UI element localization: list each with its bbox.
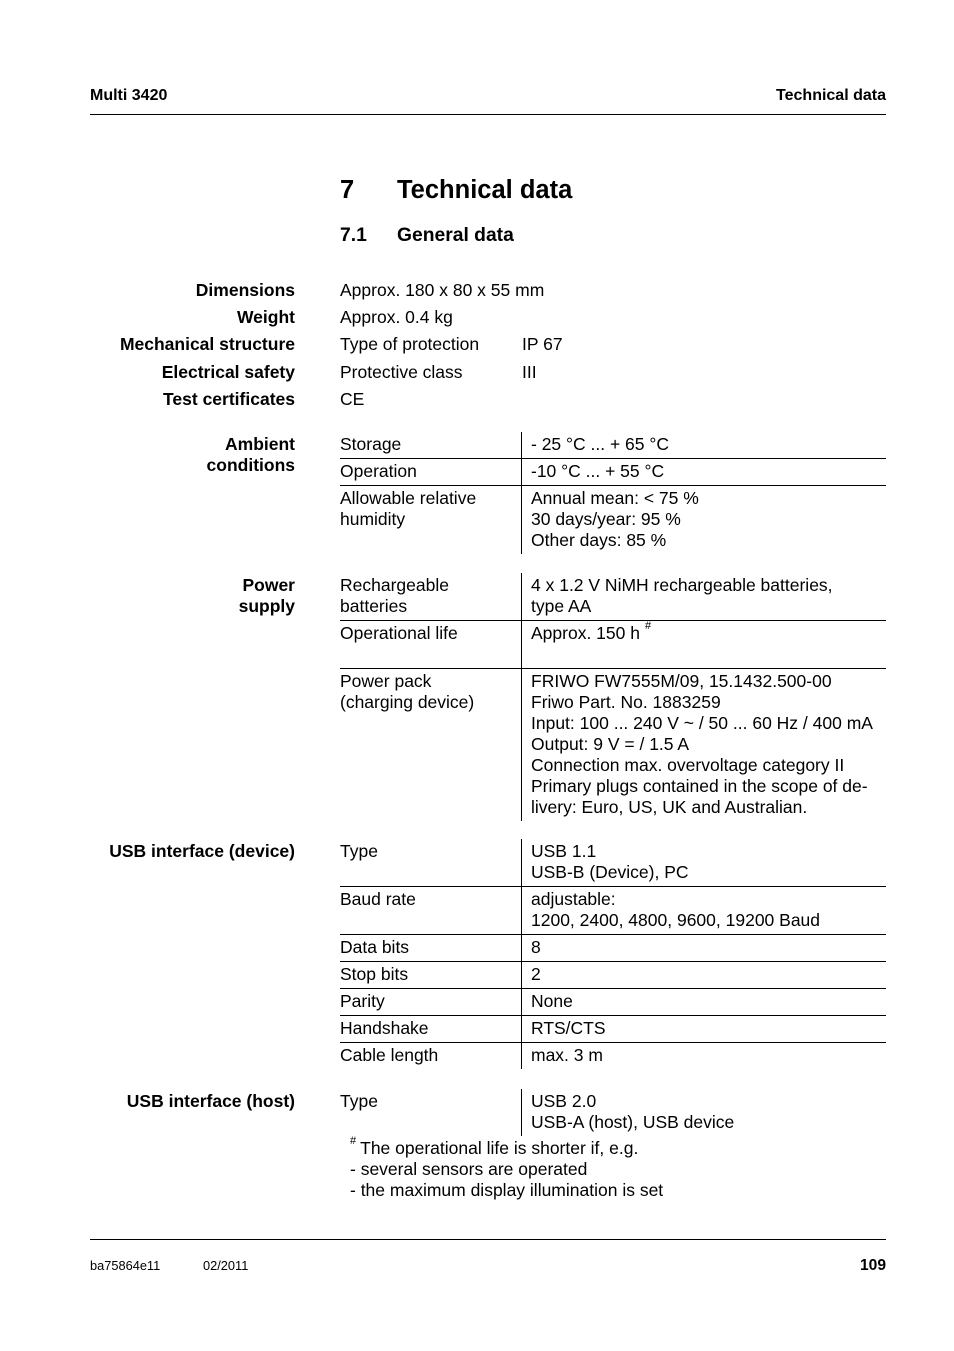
section-number: 7.1 [340,225,367,246]
footnote-text: The operational life is shorter if, e.g. [360,1138,639,1158]
spec-row-test-certificates [0,389,954,410]
footer-rule [90,1239,886,1240]
spec-row-electrical-safety [0,362,954,383]
table-row [340,962,886,989]
running-header-chapter: Technical data [776,87,886,104]
spec-value: IP 67 [522,334,563,354]
spec-row-dimensions [0,280,954,301]
footnote-mark: # [350,1135,357,1147]
table-row [340,573,886,621]
spec-key: Allowable relative humidity [340,486,522,554]
header-rule [90,114,886,115]
table-row [340,432,886,459]
spec-value: USB 1.1 USB-B (Device), PC [531,841,689,882]
table-row [340,989,886,1016]
spec-key: Operational life [340,621,522,668]
ambient-conditions-table [340,432,886,554]
footnote-line: - several sensors are operated [350,1159,588,1179]
spec-value-cell [522,621,886,668]
spec-value: 2 [531,964,541,984]
footnote [350,1135,886,1201]
footnote-reference-mark: # [644,620,652,632]
spec-label: Ambient conditions [206,434,295,475]
footnote-line [350,1135,886,1159]
spec-key: Power pack (charging device) [340,669,522,821]
spec-value: USB 2.0 USB-A (host), USB device [531,1091,735,1132]
spec-row-weight [0,307,954,328]
spec-label: Dimensions [195,280,295,300]
spec-value: III [522,362,537,382]
footnote-line: - the maximum display illumination is set [350,1180,664,1200]
spec-value: Approx. 180 x 80 x 55 mm [340,280,545,300]
footer-doc-id: ba75864e11 [90,1258,161,1273]
table-row [340,1089,886,1136]
table-row [340,887,886,935]
spec-value: 8 [531,937,541,957]
power-supply-table [340,573,886,821]
spec-value: Approx. 0.4 kg [340,307,453,327]
spec-key: Stop bits [340,962,522,988]
spec-key: Cable length [340,1043,522,1069]
spec-label: Test certificates [163,389,295,409]
spec-key: Rechargeable batteries [340,573,522,620]
table-row [340,669,886,821]
spec-key: Type [340,839,522,886]
chapter-title: Technical data [397,176,573,204]
spec-value: adjustable: 1200, 2400, 4800, 9600, 19200 Baud [531,889,821,930]
table-row [340,621,886,669]
table-row [340,839,886,887]
spec-key: Parity [340,989,522,1015]
spec-value: None [531,991,573,1011]
page-number: 109 [859,1257,886,1274]
section-title: General data [397,225,514,246]
spec-key: Operation [340,459,522,485]
running-header-product: Multi 3420 [90,87,168,104]
table-row [340,486,886,554]
spec-value: max. 3 m [531,1045,603,1065]
spec-label: Mechanical structure [119,334,295,354]
spec-value: - 25 °C ... + 65 °C [531,434,670,454]
spec-key: Handshake [340,1016,522,1042]
usb-host-table [340,1089,886,1136]
spec-value: Approx. 150 h [531,623,640,643]
spec-key: Type of protection [340,334,480,354]
spec-label: Power supply [238,575,295,616]
spec-value: FRIWO FW7555M/09, 15.1432.500-00 Friwo Part. No. 1883259 Input: 100 ... 240 V ~ / 50 ... 60 Hz / 400 mA Output: 9 V = / 1.5 A Connection max. overvoltage category II Primary plugs contained in the scope of de- livery: Euro, US, UK and Australian. [531,671,873,817]
spec-key: Protective class [340,362,463,382]
spec-label: Electrical safety [161,362,295,382]
spec-value: 4 x 1.2 V NiMH rechargeable batteries, type AA [531,575,833,616]
table-row [340,459,886,486]
spec-key: Type [340,1089,522,1136]
spec-label: Weight [236,307,295,327]
spec-key: Data bits [340,935,522,961]
spec-key: Storage [340,432,522,458]
spec-value: -10 °C ... + 55 °C [531,461,665,481]
table-row [340,1016,886,1043]
spec-label: USB interface (host) [126,1091,295,1111]
spec-value: Annual mean: < 75 % 30 days/year: 95 % Other days: 85 % [531,488,699,550]
spec-value: RTS/CTS [531,1018,606,1038]
chapter-number: 7 [340,176,355,204]
spec-key: Baud rate [340,887,522,934]
spec-row-mechanical-structure [0,334,954,355]
usb-device-table [340,839,886,1069]
spec-value: CE [340,389,365,409]
footer-date: 02/2011 [203,1258,249,1273]
table-row [340,1043,886,1069]
table-row [340,935,886,962]
spec-label: USB interface (device) [109,841,295,861]
